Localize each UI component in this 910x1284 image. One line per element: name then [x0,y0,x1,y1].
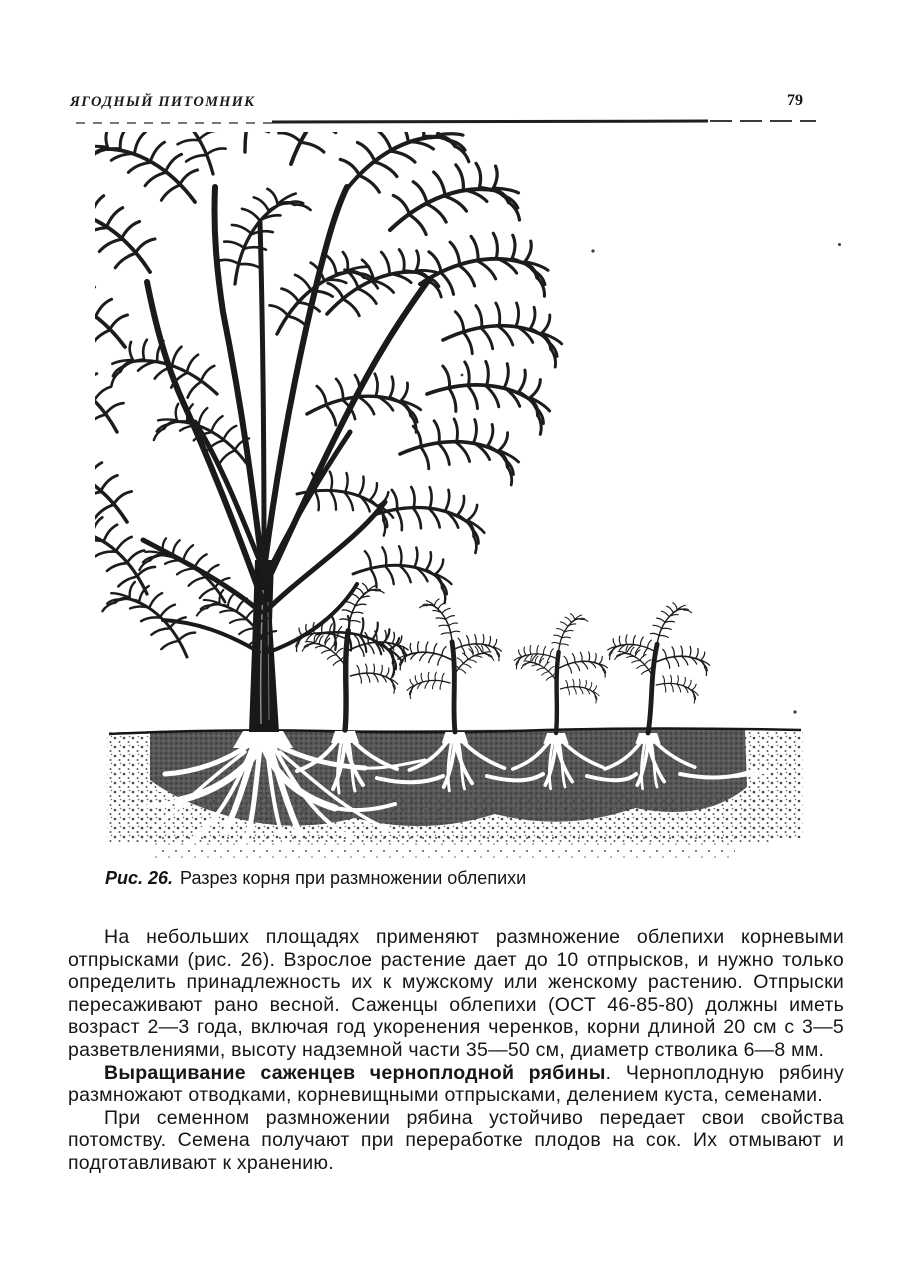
sucker-shoot-2 [396,592,504,732]
paragraph-lead-bold: Выращивание саженцев черноплодной рябины [104,1061,606,1084]
header-rule [272,120,708,124]
mother-tree-canopy [95,132,567,678]
sucker-shoot-3 [512,607,609,733]
paragraph-sea-buckthorn: На небольших площадях применяют размножение облепихи корневыми отпрысками (рис. 26). Взрослое растение дает до 10 отпрысков, и нужно только определить принадлежность их к мужскому или женскому растению. Отпрыски пересаживают рано весной. Саженцы облепихи (ОСТ 46-85-80) должны иметь возраст 2—3 года, включая год укоренения черенков, корни длиной 20 см с 3—5 разветвлениями, высоту надземной части 35—50 см, диаметр стволика 6—8 мм. [68,926,844,1061]
sea-buckthorn-root-sucker-illustration [95,132,805,868]
sucker-shoot-4 [600,592,716,738]
paragraph-chokeberry-heading [68,1062,844,1107]
scan-speck [838,243,841,246]
page-number: 79 [787,92,803,109]
figure-caption [105,868,526,889]
running-title: ЯГОДНЫЙ ПИТОМНИК [70,94,256,110]
paragraph-seed-propagation: При семенном размножении рябина устойчиво передает свои свойства потомству. Семена получают при переработке плодов на сок. Их отмывают и подготавливают к хранению. [68,1106,844,1174]
header-rule [710,120,816,122]
figure-caption-label: Рис. 26. [105,868,174,888]
body-text [68,926,844,1175]
figure-caption-text: Разрез корня при размножении облепихи [180,868,527,888]
header-rule [76,122,272,124]
figure-26 [95,132,805,888]
paragraph-lead-rest: . Черноплодную рябину размножают отводками, корневищными отпрысками, делением куста, семенами. [68,1061,844,1107]
